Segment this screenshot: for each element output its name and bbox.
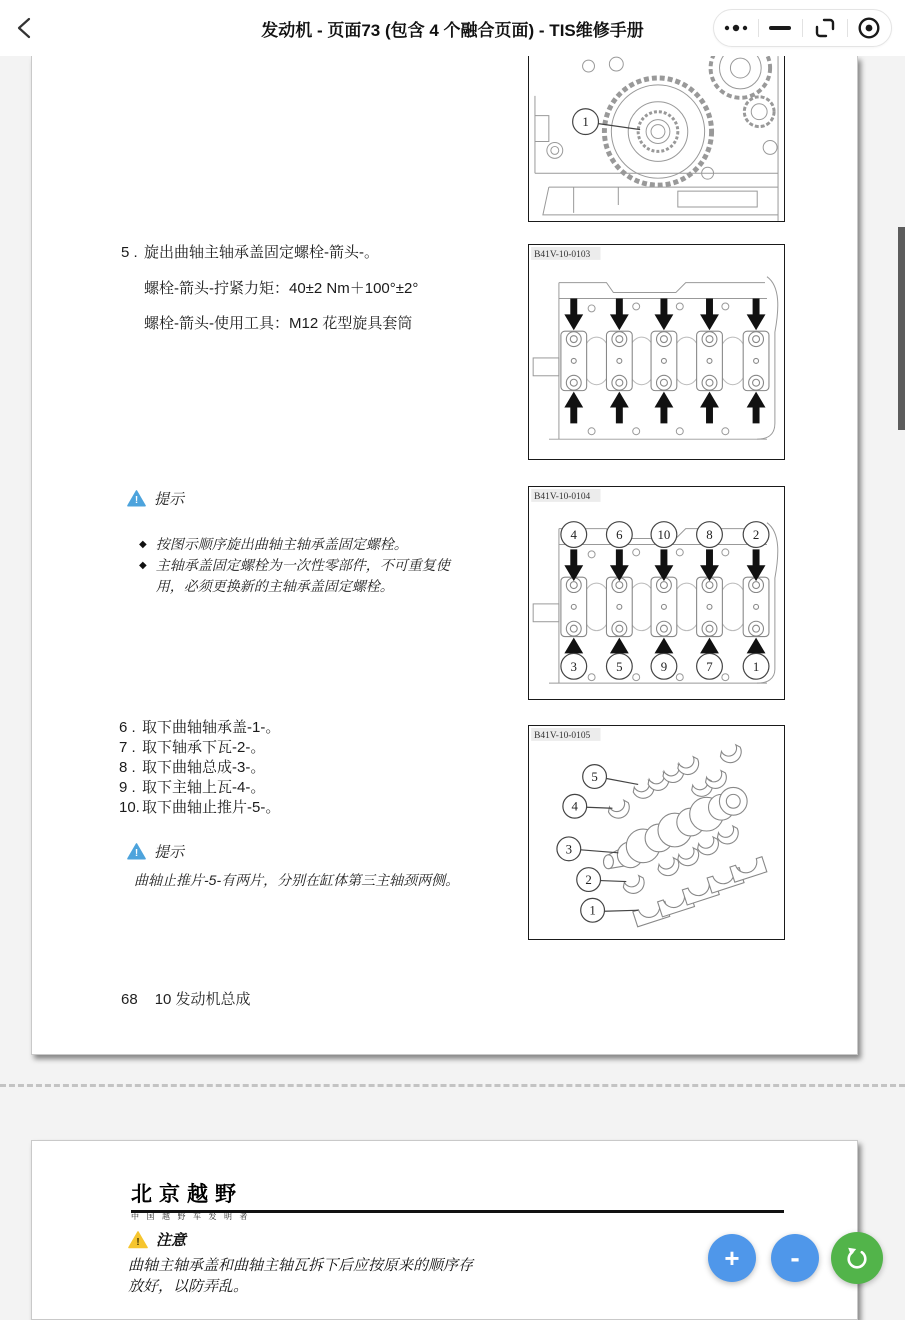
torque-spec: 螺栓-箭头-拧紧力矩：40±2 Nm＋100°±2°: [144, 280, 419, 297]
reset-rotate-button[interactable]: [831, 1232, 883, 1284]
step-5: [121, 243, 521, 333]
svg-text:!: !: [136, 1235, 140, 1248]
figure-bolts-arrows: [528, 244, 785, 460]
tip-icon: [127, 490, 146, 507]
tip-label: 提示: [154, 844, 185, 861]
window-capsule: [713, 9, 892, 47]
capsule-divider: [758, 19, 759, 37]
page-footer: [121, 988, 251, 1009]
tip-bullet: 主轴承盖固定螺栓为一次性零部件，不可重复使用，必须更换新的主轴承盖固定螺栓。: [155, 557, 450, 594]
logo-subtitle: 中国越野车发明者: [131, 1212, 255, 1221]
capsule-divider: [847, 19, 848, 37]
caution-icon: [128, 1231, 148, 1249]
figure-label: B41V-10-0104: [534, 491, 591, 502]
figure-crank-gear: [528, 56, 785, 222]
step-text: 取下曲轴轴承盖-1-。: [142, 719, 281, 736]
logo-rule: [131, 1210, 784, 1213]
bullet-icon: ◆: [139, 539, 147, 550]
tool-spec: 螺栓-箭头-使用工具：M12 花型旋具套筒: [144, 315, 413, 332]
scrollbar-thumb[interactable]: [898, 227, 905, 430]
zoom-out-button[interactable]: [771, 1234, 819, 1282]
svg-text:2: 2: [752, 528, 760, 543]
tip-text: 曲轴止推片-5-有两片，分别在缸体第三主轴颈两侧。: [134, 872, 460, 888]
svg-text:10: 10: [657, 528, 671, 543]
step-text: 取下轴承下瓦-2-。: [142, 739, 266, 756]
rotate-ccw-icon: [845, 1246, 869, 1270]
caution-text: 曲轴主轴承盖和曲轴主轴瓦拆下后应按原来的顺序存放好，以防弄乱。: [128, 1257, 474, 1295]
svg-text:6: 6: [616, 528, 623, 543]
svg-text:5: 5: [591, 769, 598, 784]
figure-label: B41V-10-0105: [534, 730, 591, 741]
more-icon[interactable]: [719, 11, 753, 45]
caution-block: [128, 1229, 186, 1250]
bullet-icon: ◆: [139, 560, 147, 571]
brand-logo: [131, 1178, 255, 1222]
capsule-divider: [802, 19, 803, 37]
svg-text:5: 5: [616, 659, 623, 674]
svg-text:4: 4: [571, 799, 578, 814]
logo-title: 北京越野: [131, 1183, 243, 1206]
svg-text:7: 7: [706, 659, 713, 674]
home-icon[interactable]: [852, 11, 886, 45]
svg-text:!: !: [134, 848, 139, 859]
app-header: [0, 0, 905, 56]
step-number: 5 .: [121, 244, 138, 261]
tip-bullet: 按图示顺序旋出曲轴主轴承盖固定螺栓。: [155, 536, 408, 552]
minimize-icon[interactable]: [763, 11, 797, 45]
step-text: 旋出曲轴主轴承盖固定螺栓-箭头-。: [144, 244, 379, 261]
tip-label: 提示: [154, 491, 185, 508]
manual-page-73: [31, 56, 858, 1055]
figure-label: B41V-10-0103: [534, 249, 591, 260]
figure-crankshaft-exploded: [528, 725, 785, 940]
tip-icon: [127, 843, 146, 860]
restore-icon[interactable]: [808, 11, 842, 45]
caution-label: 注意: [156, 1232, 187, 1249]
page-separator: [0, 1084, 905, 1087]
svg-text:4: 4: [570, 528, 577, 543]
callout-number: 1: [582, 115, 589, 130]
tip-block-2: [127, 841, 547, 890]
page-title: 发动机 - 页面73 (包含 4 个融合页面) - TIS维修手册: [261, 20, 644, 40]
footer-page-number: 68: [121, 991, 138, 1008]
step-text: 取下曲轴总成-3-。: [142, 759, 266, 776]
svg-text:1: 1: [752, 659, 760, 674]
minus-icon: -: [790, 1242, 800, 1273]
tip-block-1: [127, 488, 537, 597]
svg-text:1: 1: [589, 903, 596, 918]
zoom-in-button[interactable]: [708, 1234, 756, 1282]
svg-text:3: 3: [570, 659, 577, 674]
figure-bolt-sequence: [528, 486, 785, 700]
svg-text:9: 9: [660, 659, 668, 674]
svg-text:!: !: [134, 495, 139, 506]
step-text: 取下主轴上瓦-4-。: [142, 779, 266, 796]
plus-icon: +: [724, 1242, 740, 1273]
svg-text:2: 2: [585, 873, 592, 888]
footer-section: 10 发动机总成: [154, 991, 251, 1008]
manual-page-next: [31, 1140, 858, 1320]
svg-text:3: 3: [565, 842, 573, 857]
step-text: 取下曲轴止推片-5-。: [142, 799, 281, 816]
steps-6-10: 6 . 取下曲轴轴承盖-1-。 7 . 取下轴承下瓦-2-。 8 . 取下曲轴总成-3-。 9 . 取下主轴上瓦-4-。 10. 取下曲轴止推片-5-。: [119, 719, 281, 816]
svg-text:8: 8: [706, 528, 713, 543]
